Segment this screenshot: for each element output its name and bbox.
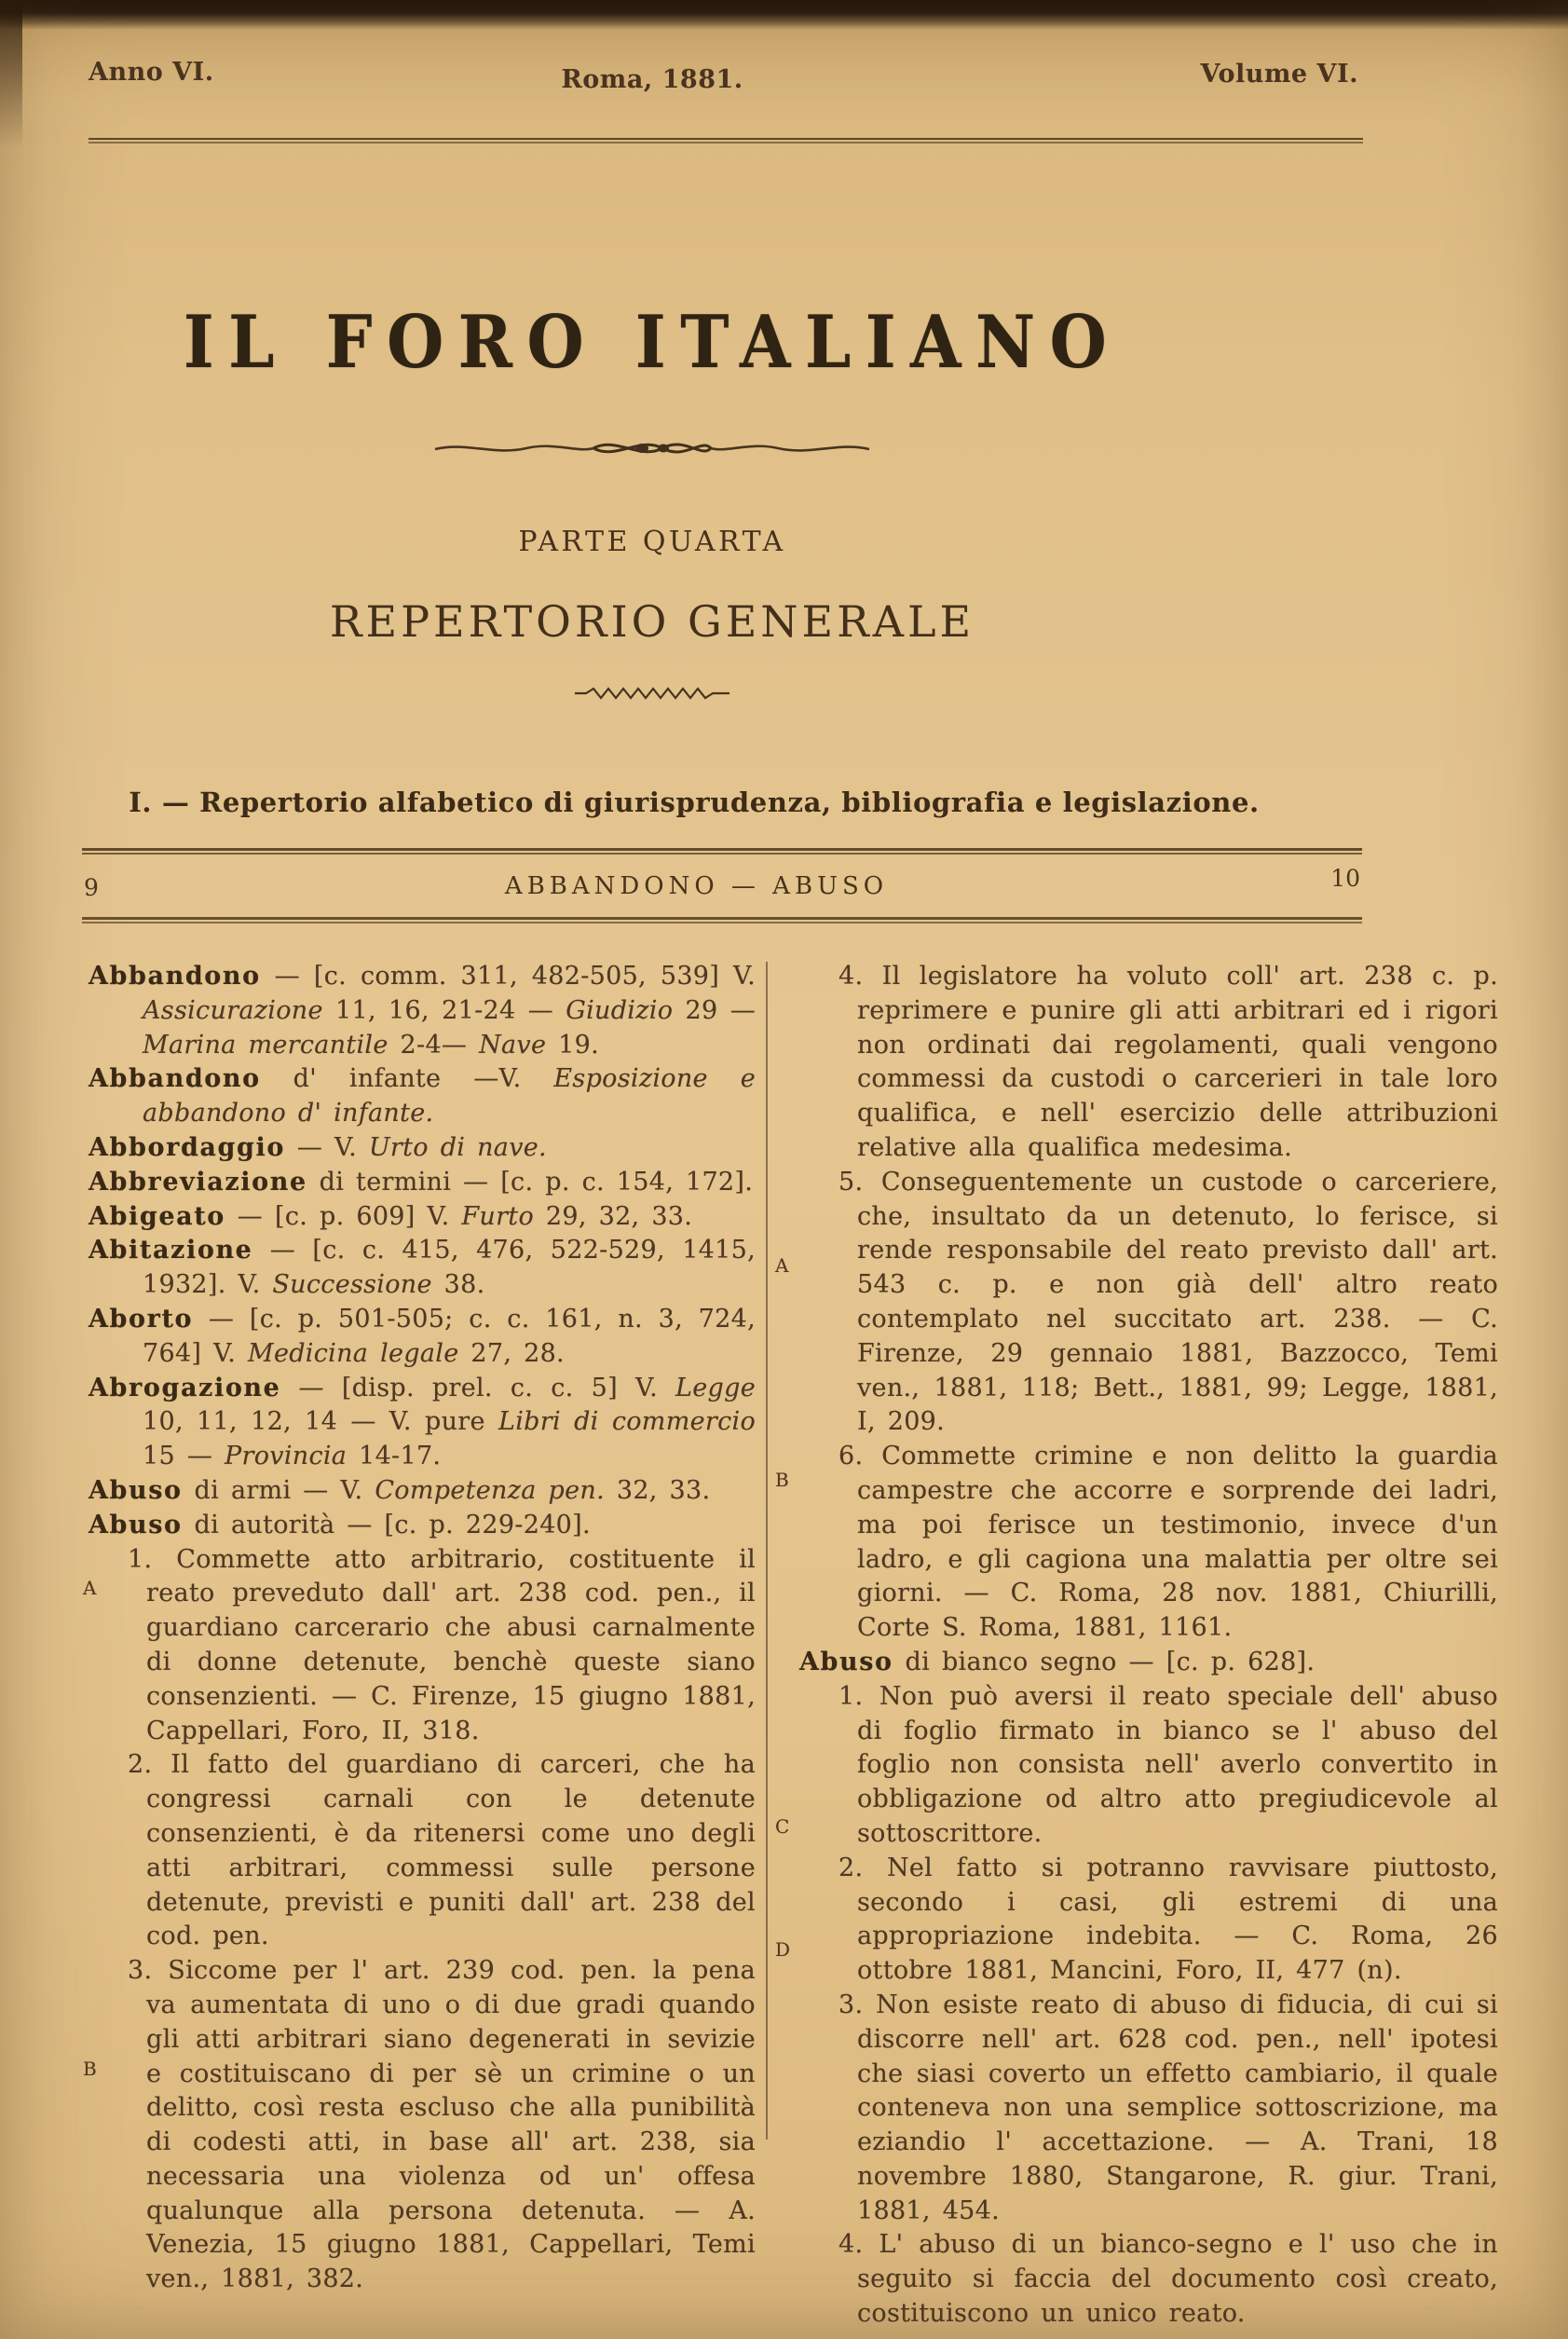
page-number-right: 10 [1330, 865, 1360, 892]
index-item: 3. Siccome per l' art. 239 cod. pen. la pena va aumentata di uno o di due gradi quando gli atti arbitrari siano degenerati in sevizie e costituiscano di per sè un crimine o un delitto, così resta escluso che alla punibilità di codesti atti, in base all' art. 238, sia necessaria una violenza od un' offesa qualunque alla persona detenuta. — A. Venezia, 15 giugno 1881, Cappellari, Temi ven., 1881, 382. [128, 1956, 756, 2294]
index-item: 1. Commette atto arbitrario, costituente il reato preveduto dall' art. 238 cod. pen., il guardiano carcerario che abusi carnalmente di donne detenute, benchè queste siano consenzienti. — C. Firenze, 15 giugno 1881, Cappellari, Foro, II, 318. [128, 1544, 756, 1745]
index-entry: Abitazione — [c. c. 415, 476, 522-529, 1415, 1932]. V. Successione 38. [89, 1236, 756, 1300]
column-divider [766, 962, 768, 2140]
margin-letter: C [775, 1815, 790, 1838]
part-label: PARTE QUARTA [518, 526, 786, 558]
index-entry: Abuso di armi — V. Competenza pen. 32, 33. [89, 1475, 711, 1505]
index-entry: Abuso di autorità — [c. p. 229-240]. [89, 1510, 591, 1539]
index-entry: Abbordaggio — V. Urto di nave. [89, 1132, 547, 1162]
index-entry: Abbreviazione di termini — [c. p. c. 154, 172]. [89, 1167, 754, 1197]
scan-edge-shadow-top [0, 0, 1568, 30]
repertorio-subtitle: REPERTORIO GENERALE [329, 596, 975, 647]
running-head-title: ABBANDONO — ABUSO [504, 872, 889, 900]
index-item: 1. Non può aversi il reato speciale dell' abuso di foglio firmato in bianco se l' abuso del foglio non consista nell' averlo convertito in obbligazione od altro atto pregiudicevole al sottoscrittore. [839, 1681, 1498, 1848]
margin-letter: B [83, 2058, 97, 2080]
index-item: 4. Il legislatore ha voluto coll' art. 238 c. p. reprimere e punire gli atti arbitrari ed i rigori non ordinati dai regolamenti, quali vengono commessi da custodi o carcerieri in tale loro qualifica, e nell' esercizio delle attribuzioni relative alla qualifica medesima. [839, 962, 1498, 1162]
index-entry: Abuso di bianco segno — [c. p. 628]. [799, 1647, 1316, 1676]
index-item: 2. Nel fatto si potranno ravvisare piuttosto, secondo i casi, gli estremi di una appropriazione indebita. — C. Roma, 26 ottobre 1881, Mancini, Foro, II, 477 (n). [839, 1853, 1498, 1986]
index-entry: Aborto — [c. p. 501-505; c. c. 161, n. 3, 724, 764] V. Medicina legale 27, 28. [89, 1304, 756, 1368]
index-item: 3. Non esiste reato di abuso di fiducia, di cui si discorre nell' art. 628 cod. pen., nell' ipotesi che siasi coverto un effetto cambiario, il quale conteneva non una semplice sottoscrizione, ma eziandio l' accettazione. — A. Trani, 18 novembre 1880, Stangarone, R. giur. Trani, 1881, 454. [839, 1990, 1498, 2225]
index-entry: Abigeato — [c. p. 609] V. Furto 29, 32, 33. [89, 1201, 693, 1231]
masthead-rule [89, 138, 1363, 144]
index-entry: Abbandono — [c. comm. 311, 482-505, 539] V. Assicurazione 11, 16, 21-24 — Giudizio 29 — Marina mercantile 2-4— Nave 19. [89, 962, 756, 1060]
margin-letter: D [775, 1938, 791, 1961]
index-entry: Abbandono d' infante —V. Esposizione e abbandono d' infante. [89, 1064, 756, 1128]
margin-letter: A [775, 1254, 789, 1277]
index-item: 6. Commette crimine e non delitto la guardia campestre che accorre e sorprende dei ladri, ma poi ferisce un testimonio, invece d'un ladro, e gli cagiona una malattia per oltre sei giorni. — C. Roma, 28 nov. 1881, Chiurilli, Corte S. Roma, 1881, 1161. [839, 1442, 1498, 1643]
column-right [775, 960, 1498, 2332]
masthead-volume: Volume VI. [1200, 60, 1358, 89]
column-left [83, 960, 756, 2297]
index-item: 5. Conseguentemente un custode o carceriere, che, insultato da un detenuto, lo ferisce, si rende responsabile del reato previsto dall' art. 543 c. p. e non già dell' altro reato contemplato nel succitato art. 238. — C. Firenze, 29 gennaio 1881, Bazzocco, Temi ven., 1881, 118; Bett., 1881, 99; Legge, 1881, I, 209. [839, 1167, 1498, 1437]
page-number-left: 9 [84, 874, 99, 901]
index-item: 4. L' abuso di un bianco-segno e l' uso che in seguito si faccia del documento così creato, costituiscono un unico reato. [839, 2230, 1498, 2329]
ornament-divider [89, 434, 1216, 462]
masthead-place: Roma, 1881. [561, 65, 743, 94]
scan-edge-shadow-corner [0, 0, 22, 149]
running-head-rule-top [82, 848, 1362, 855]
masthead-anno: Anno VI. [89, 58, 214, 87]
running-head-rule-bottom [82, 917, 1362, 923]
section-heading: I. — Repertorio alfabetico di giurisprudenza, bibliografia e legislazione. [129, 787, 1260, 818]
zigzag-divider [89, 686, 1216, 701]
page-title: IL FORO ITALIANO [183, 300, 1122, 385]
margin-letter: A [83, 1577, 97, 1599]
index-item: 2. Il fatto del guardiano di carceri, che ha congressi carnali con le detenute consenzienti, è da ritenersi come uno degli atti arbitrari, commessi sulle persone detenute, previsti e puniti dall' art. 238 del cod. pen. [128, 1750, 756, 1951]
running-head [82, 865, 1362, 904]
margin-letter: B [775, 1469, 789, 1491]
index-entry: Abrogazione — [disp. prel. c. c. 5] V. Legge 10, 11, 12, 14 — V. pure Libri di commercio 15 — Provincia 14-17. [89, 1373, 756, 1471]
